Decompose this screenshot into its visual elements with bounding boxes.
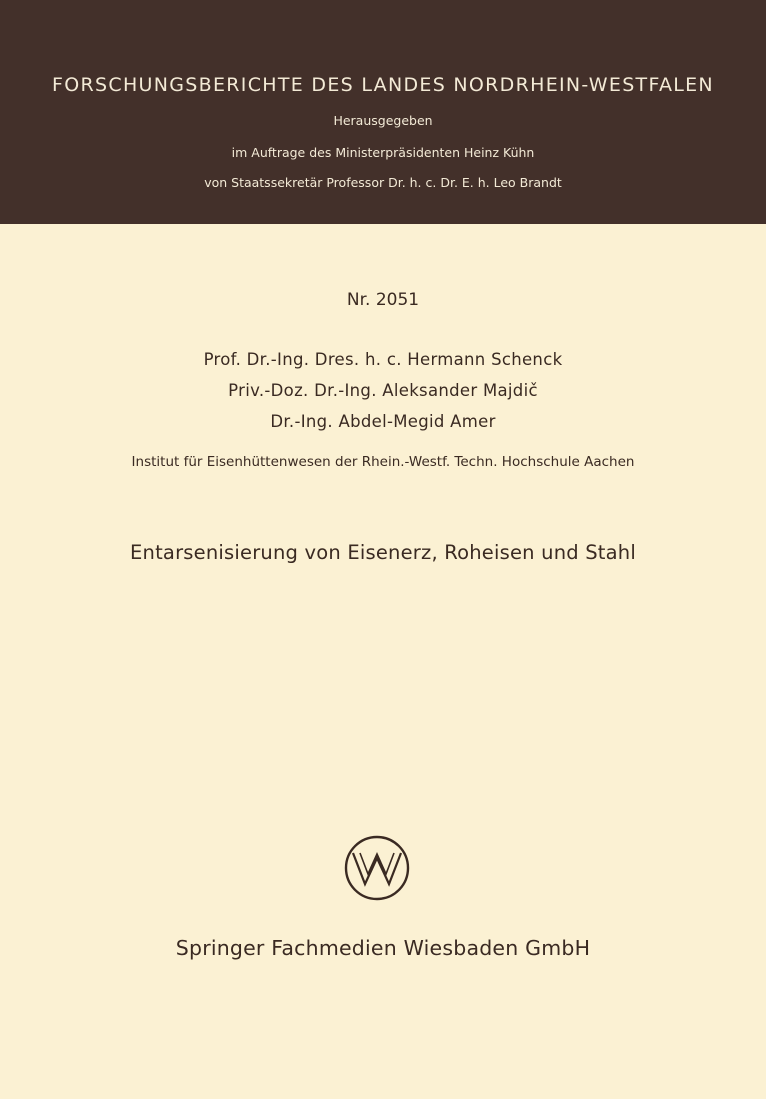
- report-number: Nr. 2051: [346, 290, 420, 310]
- editor-line: Herausgegeben: [333, 113, 433, 128]
- series-title: FORSCHUNGSBERICHTE DES LANDES NORDRHEIN-WESTFALEN: [52, 74, 714, 96]
- publisher: Springer Fachmedien Wiesbaden GmbH: [175, 936, 591, 960]
- editor-name-line: von Staatssekretär Professor Dr. h. c. Dr. E. h. Leo Brandt: [204, 175, 562, 190]
- author-line: Priv.-Doz. Dr.-Ing. Aleksander Majdič: [228, 381, 538, 400]
- institute: Institut für Eisenhüttenwesen der Rhein.-Westf. Techn. Hochschule Aachen: [131, 454, 635, 470]
- commission-line: im Auftrage des Ministerpräsidenten Heinz Kühn: [231, 145, 535, 160]
- author-line: Dr.-Ing. Abdel-Megid Amer: [270, 412, 496, 431]
- series-header-band: [0, 0, 766, 224]
- book-title: Entarsenisierung von Eisenerz, Roheisen und Stahl: [130, 541, 636, 564]
- springer-vieweg-w-logo-icon: [343, 834, 411, 902]
- author-line: Prof. Dr.-Ing. Dres. h. c. Hermann Schenck: [203, 350, 563, 369]
